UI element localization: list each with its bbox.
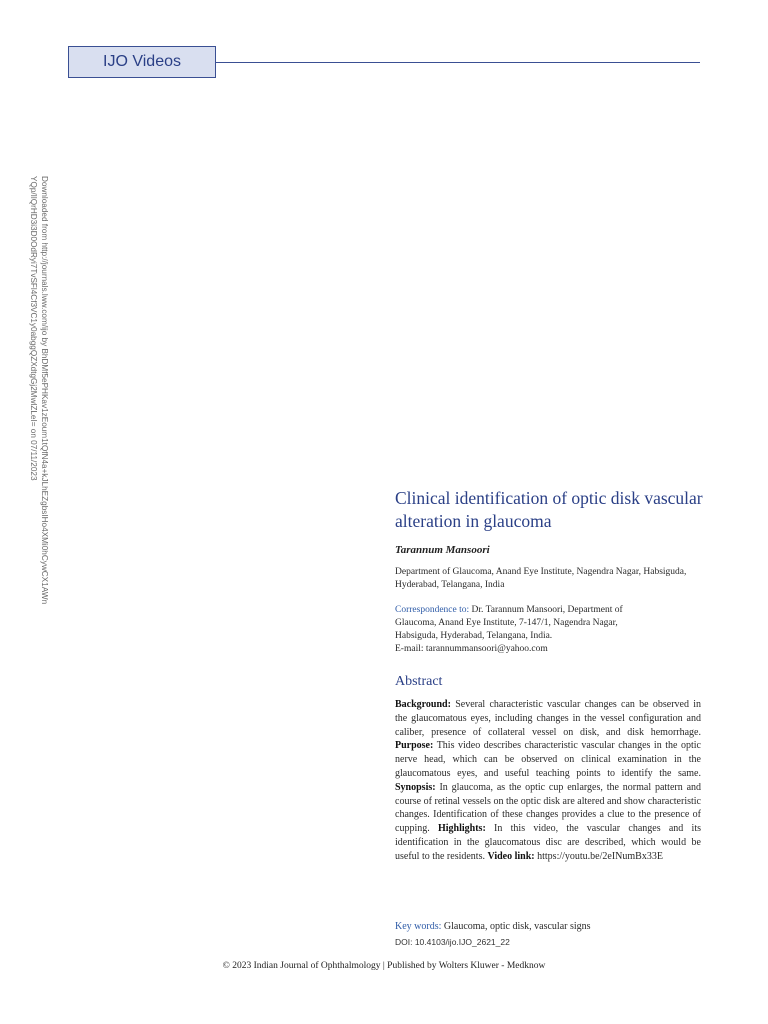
correspondence-email[interactable]: E-mail: tarannummansoori@yahoo.com <box>395 644 548 654</box>
download-watermark <box>26 176 50 656</box>
purpose-label: Purpose: <box>395 740 434 752</box>
background-text: Several characteristic vascular changes can be observed in the glaucomatous eyes, including changes in the vessel configuration and caliber, presence of collateral vessel on disk, and disk hemorrhage. <box>395 699 702 738</box>
download-watermark-line1: Downloaded from http://journals.lww.com/ijo by BhDMf5ePHKav1zEoum1tQfN4a+kJLhEZgbsIHo4XMi0hCywCX1AWn <box>40 176 49 605</box>
keywords-label: Key words: <box>395 921 442 932</box>
highlights-label: Highlights: <box>437 823 486 835</box>
abstract-body <box>395 698 701 864</box>
synopsis-text: In glaucoma, as the optic cup enlarges, the normal pattern and course of retinal vessels on the optic disk are altered and show characteristic changes. Identification of these changes provides a clue to the presence of cupping. <box>395 781 702 835</box>
keywords-text: Glaucoma, optic disk, vascular signs <box>443 921 591 932</box>
correspondence-block <box>395 604 655 656</box>
keywords-line <box>395 920 701 933</box>
synopsis-label: Synopsis: <box>395 781 436 793</box>
purpose-text: This video describes characteristic vascular changes in the optic nerve head, which can be observed on clinical examination in the glaucomatous eyes, and useful teaching points to identify the same. <box>395 740 701 779</box>
correspondence-text: Dr. Tarannum Mansoori, Department of Glaucoma, Anand Eye Institute, 7-147/1, Nagendra Nagar, Habsiguda, Hyderabad, Telangana, India. <box>395 605 623 641</box>
highlights-text: In this video, the vascular changes and its identification in the glaucomatous disc are described, which would be useful to the residents. <box>395 823 702 862</box>
author-name: Tarannum Mansoori <box>395 544 490 556</box>
section-tag: IJO Videos <box>68 46 216 78</box>
article-title: Clinical identification of optic disk vascular alteration in glaucoma <box>395 488 703 531</box>
video-link-label: Video link: <box>487 850 535 862</box>
download-watermark-line2: YQp/IlQrHD3i3D0OdRyi7TvSFl4Cf3VC1y0abggQZXdtgGj2MwlZLeI= on 07/11/2023 <box>29 176 38 481</box>
author-affiliation: Department of Glaucoma, Anand Eye Institute, Nagendra Nagar, Habsiguda, Hyderabad, Telangana, India <box>395 567 687 590</box>
abstract-heading: Abstract <box>395 674 443 689</box>
doi[interactable]: DOI: 10.4103/ijo.IJO_2621_22 <box>395 937 510 947</box>
page-footer: © 2023 Indian Journal of Ophthalmology | Published by Wolters Kluwer - Medknow <box>222 961 546 971</box>
correspondence-label: Correspondence to: <box>395 605 470 615</box>
background-label: Background: <box>395 699 451 710</box>
video-link[interactable]: https://youtu.be/2eINumBx33E <box>537 850 663 862</box>
header-rule <box>216 62 700 63</box>
